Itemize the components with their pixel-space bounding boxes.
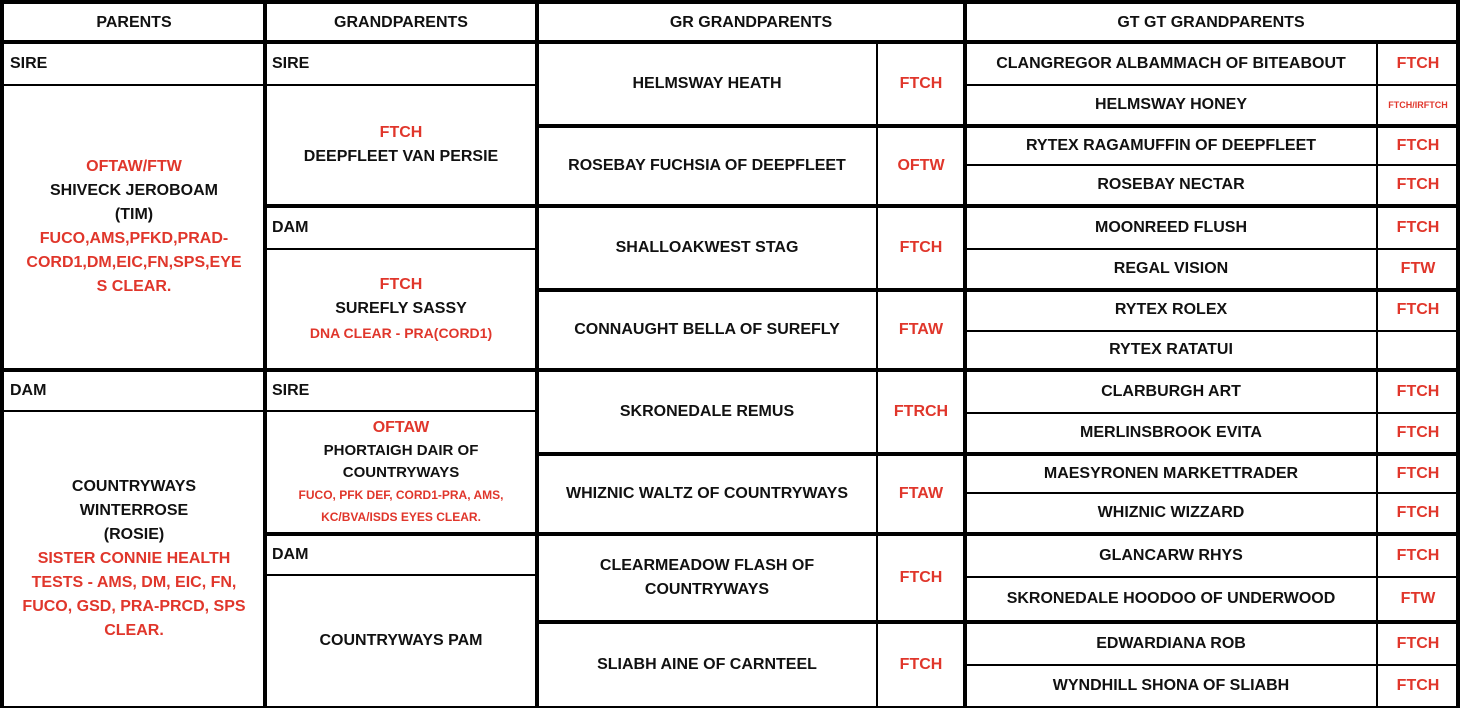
gggp-name: WHIZNIC WIZZARD	[1097, 504, 1245, 521]
dam-details	[4, 412, 264, 706]
gp-title: OFTAW	[372, 419, 430, 436]
grid-line	[537, 620, 965, 624]
gggp-name: ROSEBAY NECTAR	[1097, 176, 1245, 193]
gggp-title: FTCH	[1396, 677, 1440, 694]
grid-line	[265, 204, 537, 208]
ggp-title: OFTW	[897, 157, 945, 174]
grid-line	[0, 84, 265, 86]
gp-title: FTCH	[379, 276, 423, 293]
gp-name: DEEPFLEET VAN PERSIE	[303, 148, 499, 165]
gggp-name: HELMSWAY HONEY	[1094, 96, 1248, 113]
gggp-title: FTCH	[1396, 424, 1440, 441]
ggp-title: FTCH	[899, 75, 943, 92]
grid-line	[0, 0, 1460, 4]
sire-health-line: FUCO,AMS,PFKD,PRAD-	[39, 230, 229, 247]
grid-line	[965, 576, 1458, 578]
header-gt-gt-grandparents: GT GT GRANDPARENTS	[1117, 14, 1305, 31]
grid-line	[537, 532, 965, 536]
gp-name: SUREFLY SASSY	[335, 300, 467, 317]
ggp-name: HELMSWAY HEATH	[632, 75, 782, 92]
gggp-title: FTCH/IRFTCH	[1388, 100, 1448, 110]
grid-line	[965, 620, 1458, 624]
gp-name: COUNTRYWAYS	[342, 464, 460, 481]
ggp-title: FTAW	[898, 485, 944, 502]
grid-line	[963, 0, 967, 708]
grid-line	[0, 368, 1460, 372]
ggp-name: SLIABH AINE OF CARNTEEL	[597, 656, 817, 673]
ggp-title: FTCH	[899, 569, 943, 586]
dam-health-line: CLEAR.	[104, 622, 164, 639]
sire-details	[4, 86, 264, 368]
ggp-name: ROSEBAY FUCHSIA OF DEEPFLEET	[568, 157, 846, 174]
gggp-name: CLANGREGOR ALBAMMACH OF BITEABOUT	[996, 55, 1346, 72]
sire-label: SIRE	[10, 55, 48, 72]
grid-line	[1376, 42, 1378, 708]
gggp-title: FTCH	[1396, 504, 1440, 521]
header-gr-grandparents: GR GRANDPARENTS	[669, 14, 833, 31]
grid-line	[965, 492, 1458, 494]
gp-dam-side-dam-label: DAM	[272, 546, 309, 563]
grid-line	[537, 124, 965, 128]
grid-line	[965, 330, 1458, 332]
grid-line	[265, 84, 537, 86]
gp-dam-side-dam: COUNTRYWAYS PAM	[319, 632, 483, 649]
gp-dam-side-sire	[266, 412, 536, 532]
dam-nickname: (ROSIE)	[103, 526, 165, 543]
gp-sire-side-sire	[266, 86, 536, 204]
sire-nickname: (TIM)	[114, 206, 154, 223]
gggp-name: MAESYRONEN MARKETTRADER	[1043, 465, 1299, 482]
grid-line	[265, 248, 537, 250]
gggp-name: CLARBURGH ART	[1101, 383, 1241, 400]
grid-line	[263, 0, 267, 708]
gggp-title	[1378, 332, 1458, 368]
grid-line	[965, 124, 1458, 128]
gggp-title: FTCH	[1396, 176, 1440, 193]
dam-health-line: FUCO, GSD, PRA-PRCD, SPS	[22, 598, 246, 615]
gggp-name: RYTEX RAGAMUFFIN OF DEEPFLEET	[1025, 137, 1317, 154]
gggp-name: MOONREED FLUSH	[1095, 219, 1247, 236]
gggp-title: FTCH	[1396, 55, 1440, 72]
grid-line	[265, 574, 537, 576]
sire-health-line: S CLEAR.	[96, 278, 172, 295]
gp-sire-side-dam	[266, 250, 536, 368]
gggp-title: FTCH	[1396, 137, 1440, 154]
gp-health: DNA CLEAR - PRA(CORD1)	[309, 325, 493, 341]
grid-line	[1456, 0, 1460, 708]
grid-line	[0, 0, 4, 708]
gggp-name: SKRONEDALE HOODOO OF UNDERWOOD	[1006, 590, 1336, 607]
gggp-title: FTCH	[1396, 465, 1440, 482]
grid-line	[265, 410, 537, 412]
ggp-name: WHIZNIC WALTZ OF COUNTRYWAYS	[565, 485, 849, 502]
ggp-name: SHALLOAKWEST STAG	[615, 239, 799, 256]
ggp-title: FTCH	[899, 656, 943, 673]
ggp-name-line: COUNTRYWAYS	[644, 581, 770, 598]
grid-line	[965, 164, 1458, 166]
dam-label: DAM	[10, 382, 47, 399]
dam-health-line: TESTS - AMS, DM, EIC, FN,	[31, 574, 237, 591]
gggp-title: FTW	[1400, 260, 1436, 277]
gggp-title: FTCH	[1396, 219, 1440, 236]
ggp-name-line: CLEARMEADOW FLASH OF	[599, 557, 815, 574]
grid-line	[965, 84, 1458, 86]
gggp-name: RYTEX ROLEX	[1114, 301, 1228, 318]
grid-line	[965, 288, 1458, 292]
gp-title: FTCH	[379, 124, 423, 141]
grid-line	[537, 204, 965, 208]
grid-line	[965, 412, 1458, 414]
ggp-name	[538, 536, 876, 620]
gggp-title: FTCH	[1396, 635, 1440, 652]
dam-name: COUNTRYWAYS	[71, 478, 197, 495]
grid-line	[265, 532, 537, 536]
ggp-title: FTAW	[898, 321, 944, 338]
gp-dam-side-sire-label: SIRE	[272, 382, 310, 399]
grid-line	[0, 410, 265, 412]
grid-line	[965, 452, 1458, 456]
ggp-title: FTRCH	[893, 403, 949, 420]
grid-line	[965, 204, 1458, 208]
gggp-name: EDWARDIANA ROB	[1096, 635, 1246, 652]
gp-name: PHORTAIGH DAIR OF	[323, 442, 479, 459]
grid-line	[535, 0, 539, 708]
sire-title: OFTAW/FTW	[86, 158, 182, 175]
gp-sire-side-sire-label: SIRE	[272, 55, 310, 72]
sire-health-line: CORD1,DM,EIC,FN,SPS,EYE	[26, 254, 242, 271]
gggp-title: FTW	[1400, 590, 1436, 607]
gggp-name: GLANCARW RHYS	[1099, 547, 1243, 564]
sire-name: SHIVECK JEROBOAM	[49, 182, 219, 199]
gp-sire-side-dam-label: DAM	[272, 219, 309, 236]
gggp-title: FTCH	[1396, 383, 1440, 400]
grid-line	[537, 288, 965, 292]
header-grandparents: GRANDPARENTS	[334, 14, 468, 31]
ggp-name: SKRONEDALE REMUS	[619, 403, 795, 420]
grid-line	[965, 532, 1458, 536]
gggp-name: MERLINSBROOK EVITA	[1080, 424, 1262, 441]
gggp-name: REGAL VISION	[1113, 260, 1229, 277]
gggp-title: FTCH	[1396, 301, 1440, 318]
gggp-name: RYTEX RATATUI	[1109, 341, 1233, 358]
ggp-name: CONNAUGHT BELLA OF SUREFLY	[574, 321, 840, 338]
ggp-title: FTCH	[899, 239, 943, 256]
grid-line	[537, 452, 965, 456]
dam-health-line: SISTER CONNIE HEALTH	[37, 550, 231, 567]
gggp-name: WYNDHILL SHONA OF SLIABH	[1052, 677, 1290, 694]
grid-line	[0, 40, 1460, 44]
dam-name: WINTERROSE	[79, 502, 189, 519]
gggp-title: FTCH	[1396, 547, 1440, 564]
grid-line	[965, 248, 1458, 250]
grid-line	[965, 664, 1458, 666]
gp-health: FUCO, PFK DEF, CORD1-PRA, AMS,	[298, 488, 504, 502]
gp-health: KC/BVA/ISDS EYES CLEAR.	[321, 510, 481, 524]
grid-line	[876, 42, 878, 708]
header-parents: PARENTS	[96, 14, 172, 31]
